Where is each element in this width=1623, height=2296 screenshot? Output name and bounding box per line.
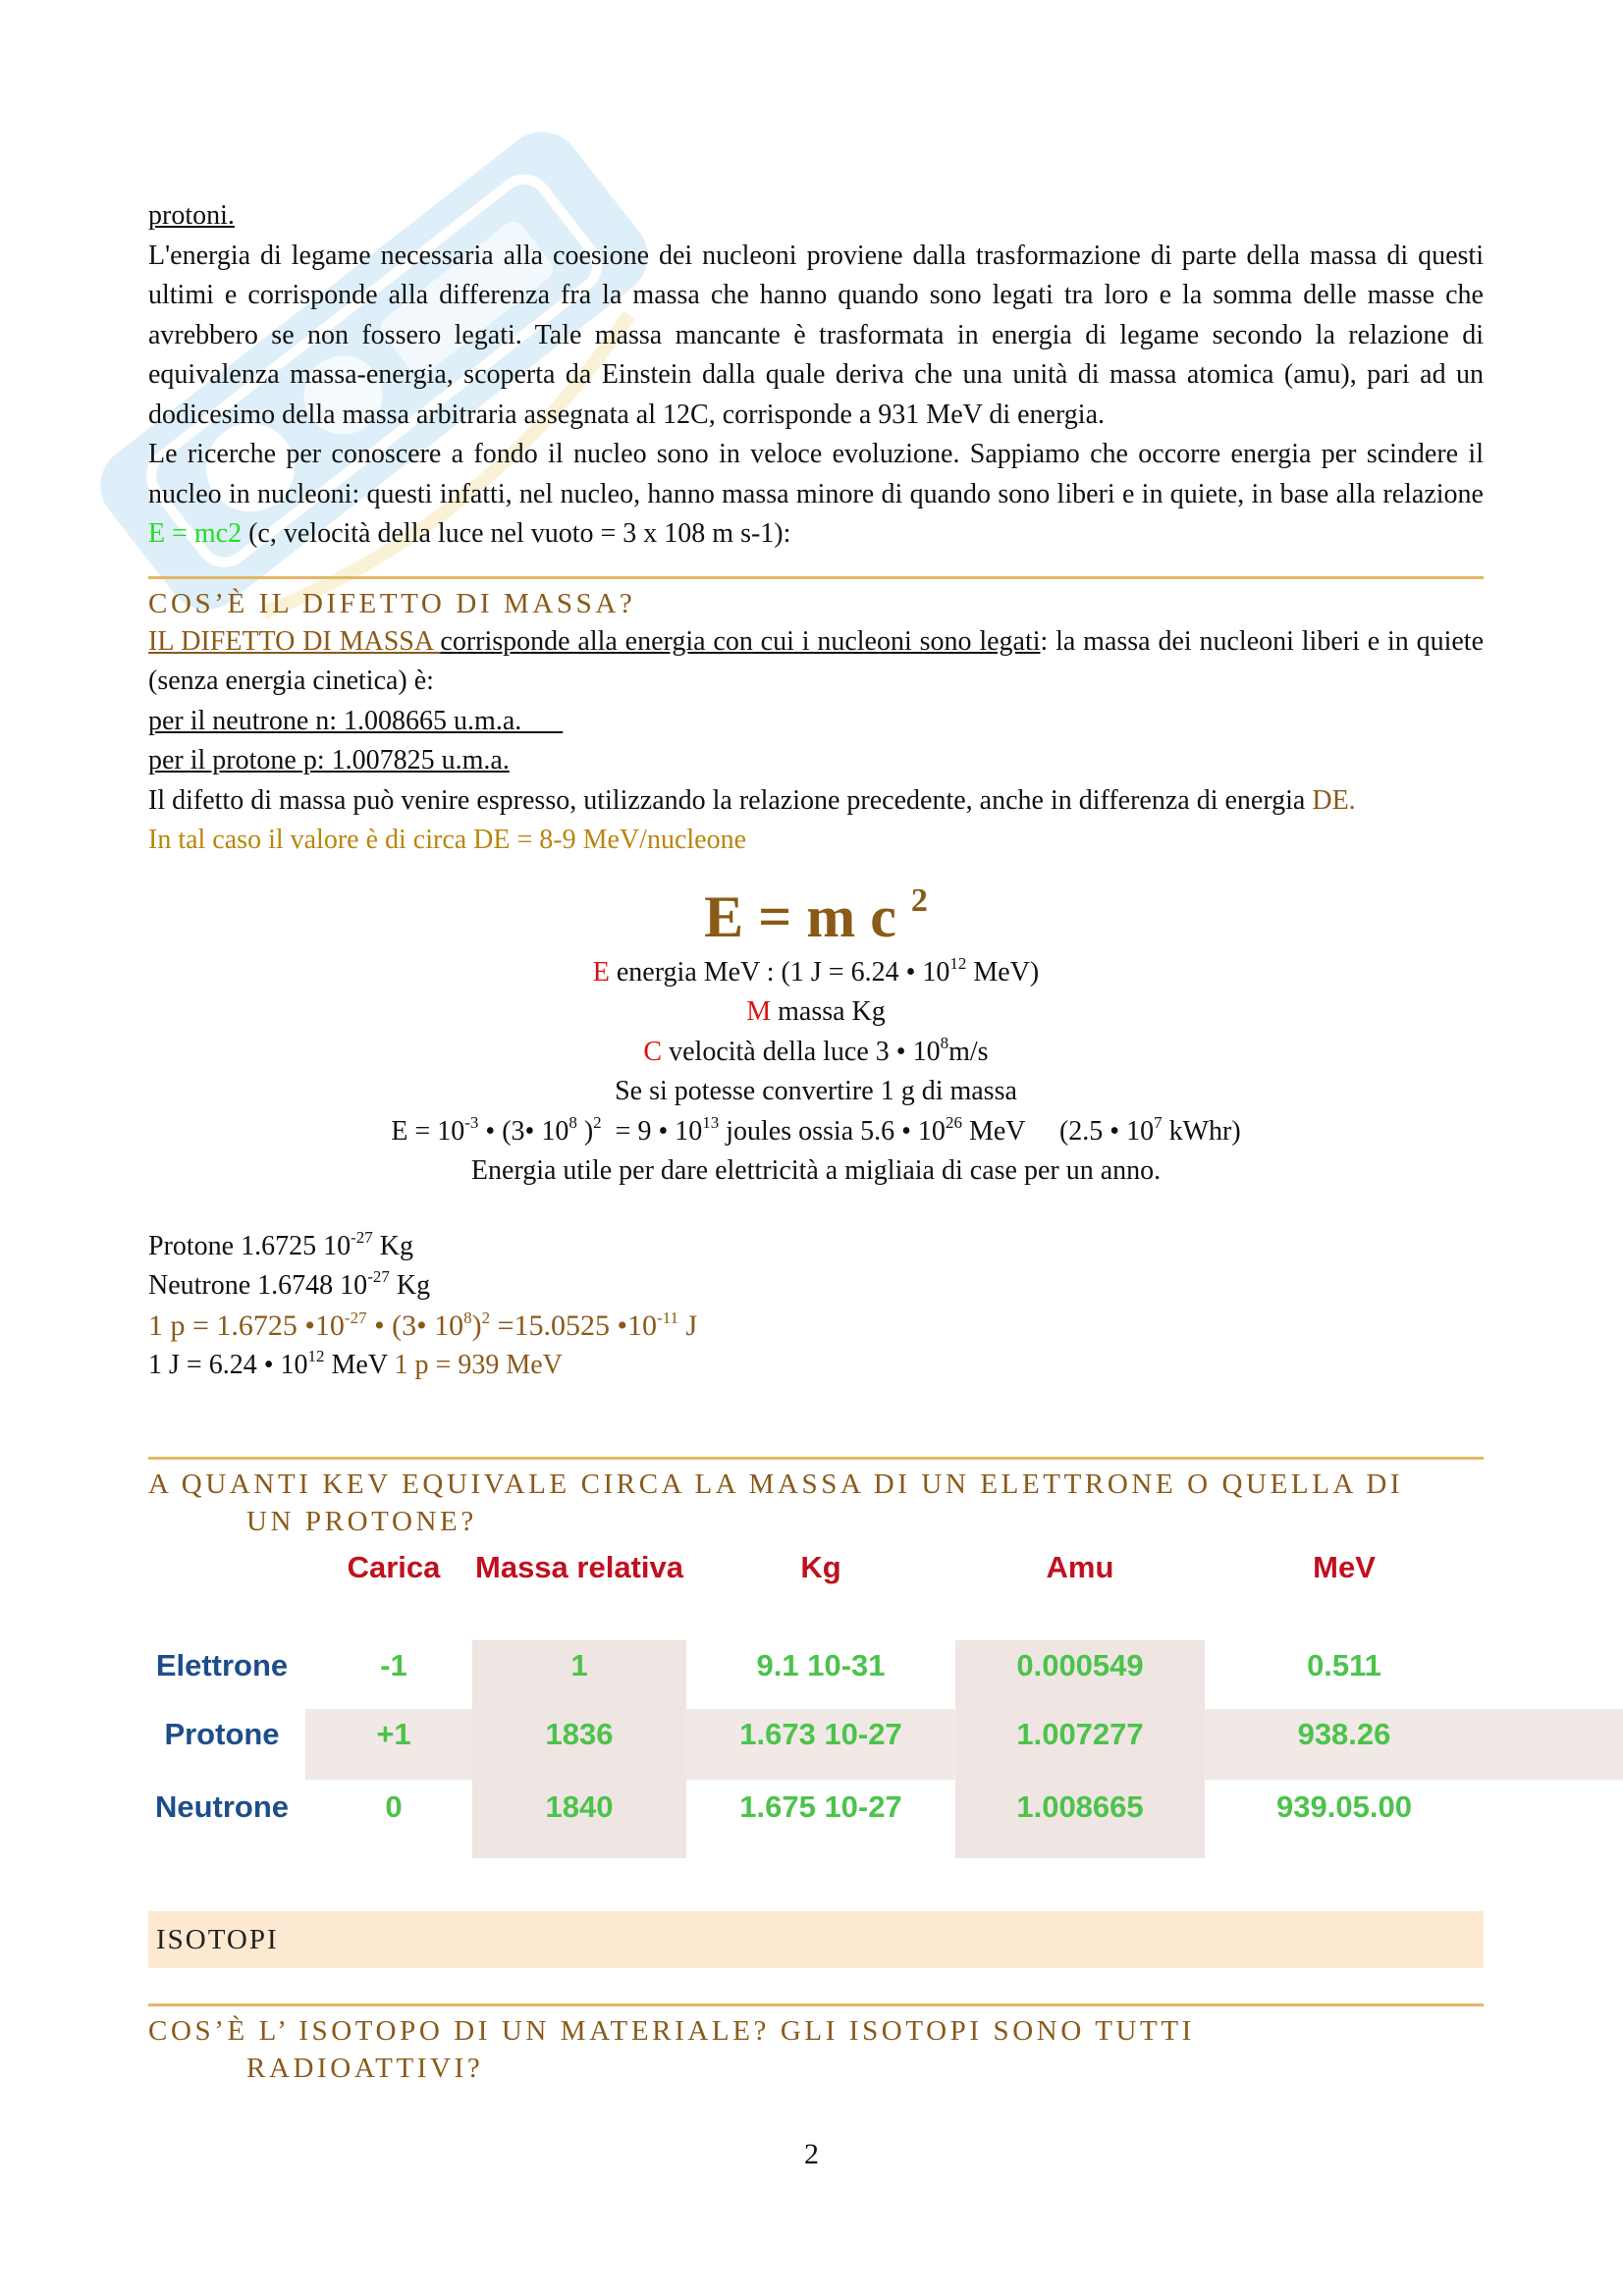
text-span: 1 p = 939 MeV bbox=[394, 1350, 563, 1380]
table-cell: 1836 bbox=[545, 1716, 614, 1751]
inline-formula: E = mc2 bbox=[148, 518, 243, 549]
formula-line-energy bbox=[148, 1112, 1484, 1152]
text-span: joules ossia 5.6 • 10 bbox=[719, 1115, 946, 1147]
superscript: -27 bbox=[367, 1267, 390, 1286]
table-cell: +1 bbox=[376, 1716, 411, 1751]
table-cell: 9.1 10-31 bbox=[756, 1647, 886, 1682]
table-cell: 1.008665 bbox=[1016, 1789, 1144, 1824]
superscript: -11 bbox=[657, 1308, 679, 1327]
proton-energy-calc bbox=[148, 1307, 1484, 1347]
section-heading-difetto: COS’È IL DIFETTO DI MASSA? bbox=[148, 587, 636, 619]
text-span: ) bbox=[576, 1115, 594, 1147]
table-cell: -1 bbox=[380, 1647, 407, 1682]
section-rule bbox=[148, 1457, 1484, 1460]
text-span: J bbox=[678, 1308, 698, 1342]
page-number: 2 bbox=[804, 2138, 819, 2170]
superscript: 7 bbox=[1154, 1112, 1163, 1132]
formula-main: E = m c bbox=[704, 883, 911, 949]
difetto-value-line: In tal caso il valore è di circa DE = 8-9 MeV/nucleone bbox=[148, 825, 746, 855]
neutron-mass-line: per il neutrone n: 1.008665 u.m.a. bbox=[148, 705, 564, 736]
section-rule bbox=[148, 2003, 1484, 2006]
heading-line: UN PROTONE? bbox=[246, 1505, 477, 1537]
difetto-energy-line bbox=[148, 781, 1484, 822]
text-span: MeV bbox=[324, 1350, 395, 1380]
formula-exponent: 2 bbox=[910, 881, 928, 919]
legend-letter: E bbox=[592, 956, 610, 988]
difetto-term: IL DIFETTO DI MASSA bbox=[148, 625, 441, 657]
superscript: 12 bbox=[949, 953, 967, 973]
text-span: Protone 1.6725 10 bbox=[148, 1230, 352, 1261]
superscript: -3 bbox=[464, 1112, 479, 1132]
superscript: 2 bbox=[593, 1112, 602, 1132]
table-cell: 1 bbox=[570, 1647, 588, 1682]
neutron-mass-kg bbox=[148, 1266, 1484, 1307]
text-span: Le ricerche per conoscere a fondo il nucleo sono in veloce evoluzione. Sappiamo che occorre energia per scindere il nucleo in nucleoni: questi infatti, nel nucleo, hanno massa minore di quando sono liberi e in quiete, in base alla relazione bbox=[148, 439, 1484, 509]
formula-emc2 bbox=[148, 865, 1484, 953]
superscript: -27 bbox=[351, 1227, 373, 1247]
superscript: -27 bbox=[344, 1308, 367, 1327]
intro-paragraph-1: L'energia di legame necessaria alla coesione dei nucleoni proviene dalla trasformazione di parte della massa di questi ultimi e corrisponde alla differenza fra la massa che hanno quando sono legati tra loro e la somma delle masse che avrebbero se non fossero legati. Tale massa mancante è trasformata in energia di legame secondo la relazione di equivalenza massa-energia, scoperta da Einstein dalla quale deriva che una unità di massa atomica (amu), pari ad un dodicesimo della massa arbitraria assegnata al 12C, corrisponde a 931 MeV di energia. bbox=[148, 240, 1484, 430]
intro-paragraph-2 bbox=[148, 435, 1484, 555]
text-span: = 9 • 10 bbox=[601, 1115, 703, 1147]
text-span: MeV (2.5 • 10 bbox=[961, 1115, 1155, 1147]
superscript: 8 bbox=[568, 1112, 577, 1132]
table-header: Kg bbox=[800, 1549, 841, 1584]
superscript: 13 bbox=[702, 1112, 720, 1132]
text-span: 1 p = 1.6725 •10 bbox=[148, 1308, 345, 1342]
text-span: energia MeV : (1 J = 6.24 • 10 bbox=[609, 956, 950, 988]
table-cell: 0.511 bbox=[1307, 1647, 1381, 1682]
table-cell: 1.007277 bbox=[1016, 1716, 1144, 1751]
table-cell: 938.26 bbox=[1297, 1716, 1391, 1751]
text-span: MeV) bbox=[966, 956, 1040, 988]
heading-line: A QUANTI KEV EQUIVALE CIRCA LA MASSA DI UN ELETTRONE O QUELLA DI bbox=[148, 1468, 1404, 1500]
text-span: • (3• 10 bbox=[366, 1308, 464, 1342]
table-header: MeV bbox=[1313, 1549, 1376, 1584]
text-span: velocità della luce 3 • 10 bbox=[662, 1036, 941, 1067]
formula-line-utility: Energia utile per dare elettricità a migliaia di case per un anno. bbox=[470, 1155, 1162, 1186]
heading-line: RADIOATTIVI? bbox=[246, 2052, 484, 2084]
table-cell: 1.673 10-27 bbox=[739, 1716, 902, 1751]
legend-letter: M bbox=[746, 996, 772, 1027]
joule-to-mev-line bbox=[148, 1346, 1484, 1386]
text-span: m/s bbox=[948, 1036, 989, 1067]
legend-letter: C bbox=[643, 1036, 663, 1067]
text-span: Kg bbox=[372, 1230, 414, 1261]
formula-legend-m bbox=[148, 992, 1484, 1033]
formula-line-convert: Se si potesse convertire 1 g di massa bbox=[615, 1076, 1017, 1106]
table-cell: 0.000549 bbox=[1016, 1647, 1144, 1682]
text-span: • (3• 10 bbox=[478, 1115, 569, 1147]
table-cell: 1840 bbox=[545, 1789, 614, 1824]
section-rule bbox=[148, 576, 1484, 579]
text-span: (c, velocità della luce nel vuoto = 3 x 108 m s-1): bbox=[242, 518, 791, 549]
text-span: : la massa dei nucleoni liberi e in quiete (senza energia cinetica) è: bbox=[148, 625, 1484, 696]
text-span: massa Kg bbox=[771, 996, 886, 1027]
text-span: kWhr) bbox=[1162, 1115, 1241, 1147]
superscript: 26 bbox=[945, 1112, 962, 1132]
table-row-label: Elettrone bbox=[155, 1647, 289, 1682]
particles-table bbox=[148, 1548, 1484, 1911]
table-cell: 939.05.00 bbox=[1276, 1789, 1412, 1824]
superscript: 2 bbox=[481, 1308, 491, 1327]
isotopi-band: ISOTOPI bbox=[148, 1911, 1484, 1968]
text-span: E = 10 bbox=[391, 1115, 465, 1147]
formula-legend-c bbox=[148, 1033, 1484, 1073]
difetto-def-underlined: corrisponde alla energia con cui i nucleoni sono legati bbox=[440, 625, 1041, 657]
table-header: Carica bbox=[347, 1549, 441, 1584]
table-header: Massa relativa bbox=[475, 1549, 683, 1584]
text-span: ) bbox=[471, 1308, 482, 1342]
document-page bbox=[148, 196, 1484, 2087]
formula-legend-e bbox=[148, 953, 1484, 993]
section-heading-kev bbox=[148, 1466, 1484, 1540]
table-row-label: Neutrone bbox=[154, 1789, 290, 1824]
text-span: 1 J = 6.24 • 10 bbox=[148, 1350, 308, 1380]
superscript: 12 bbox=[307, 1347, 325, 1365]
proton-mass-line: per il protone p: 1.007825 u.m.a. bbox=[148, 745, 510, 775]
table-header: Amu bbox=[1046, 1549, 1114, 1584]
section-heading-isotopo bbox=[148, 2012, 1484, 2087]
table-row-label: Protone bbox=[164, 1716, 280, 1751]
table-cell: 0 bbox=[385, 1789, 403, 1824]
superscript: 8 bbox=[463, 1308, 472, 1327]
heading-line: COS’È L’ ISOTOPO DI UN MATERIALE? GLI ISOTOPI SONO TUTTI bbox=[148, 2014, 1195, 2047]
intro-first-line: protoni. bbox=[148, 200, 235, 231]
text-span: Neutrone 1.6748 10 bbox=[148, 1270, 368, 1301]
difetto-definition bbox=[148, 622, 1484, 702]
text-span: Il difetto di massa può venire espresso, utilizzando la relazione precedente, anche in differenza di energia bbox=[148, 784, 1313, 816]
text-span: DE. bbox=[1312, 784, 1356, 816]
proton-mass-kg bbox=[148, 1227, 1484, 1267]
superscript: 8 bbox=[940, 1033, 949, 1052]
text-span: Kg bbox=[389, 1270, 431, 1301]
text-span: =15.0525 •10 bbox=[490, 1308, 658, 1342]
table-cell: 1.675 10-27 bbox=[739, 1789, 902, 1824]
